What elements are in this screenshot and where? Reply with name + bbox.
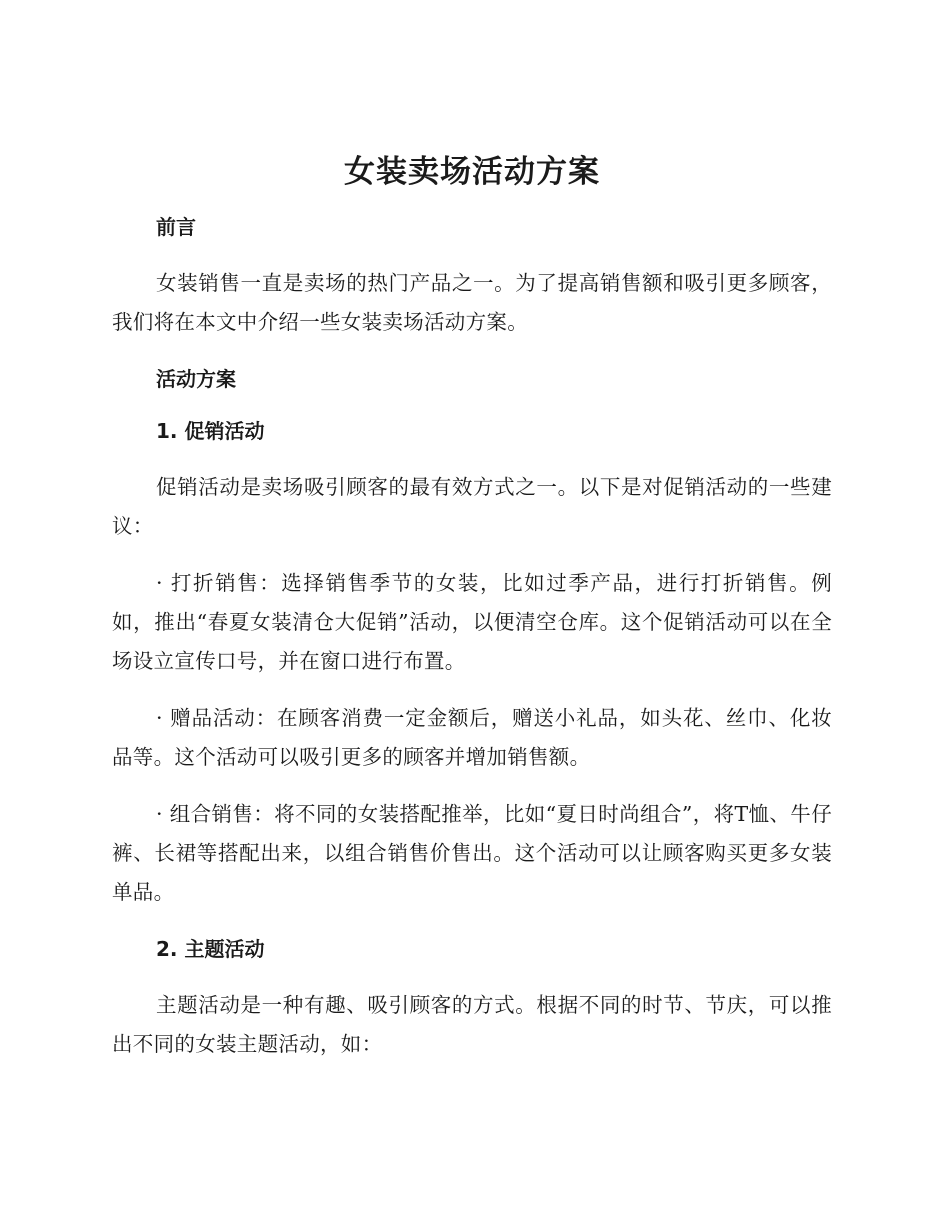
promo-intro-paragraph: 促销活动是卖场吸引顾客的最有效方式之一。以下是对促销活动的一些建议：	[112, 475, 832, 538]
theme-heading: 2. 主题活动	[156, 937, 265, 961]
preface-heading: 前言	[156, 215, 196, 239]
promo-discount-item: · 打折销售：选择销售季节的女装，比如过季产品，进行打折销售。例如，推出“春夏女装清仓大促销”活动，以便清空仓库。这个促销活动可以在全场设立宣传口号，并在窗口进行布置。	[112, 571, 832, 673]
promo-gift-item: · 赠品活动：在顾客消费一定金额后，赠送小礼品，如头花、丝巾、化妆品等。这个活动可以吸引更多的顾客并增加销售额。	[112, 706, 832, 769]
preface-paragraph: 女装销售一直是卖场的热门产品之一。为了提高销售额和吸引更多顾客，我们将在本文中介绍一些女装卖场活动方案。	[112, 271, 832, 334]
promo-heading: 1. 促销活动	[156, 419, 265, 443]
plan-heading: 活动方案	[156, 367, 236, 391]
theme-intro-paragraph: 主题活动是一种有趣、吸引顾客的方式。根据不同的时节、节庆，可以推出不同的女装主题活动，如：	[112, 993, 832, 1056]
promo-combo-item: · 组合销售：将不同的女装搭配推举，比如“夏日时尚组合”，将T恤、牛仔裤、长裙等搭配出来，以组合销售价售出。这个活动可以让顾客购买更多女装单品。	[112, 802, 832, 904]
document-page	[112, 150, 832, 1064]
document-title: 女装卖场活动方案	[344, 154, 600, 190]
